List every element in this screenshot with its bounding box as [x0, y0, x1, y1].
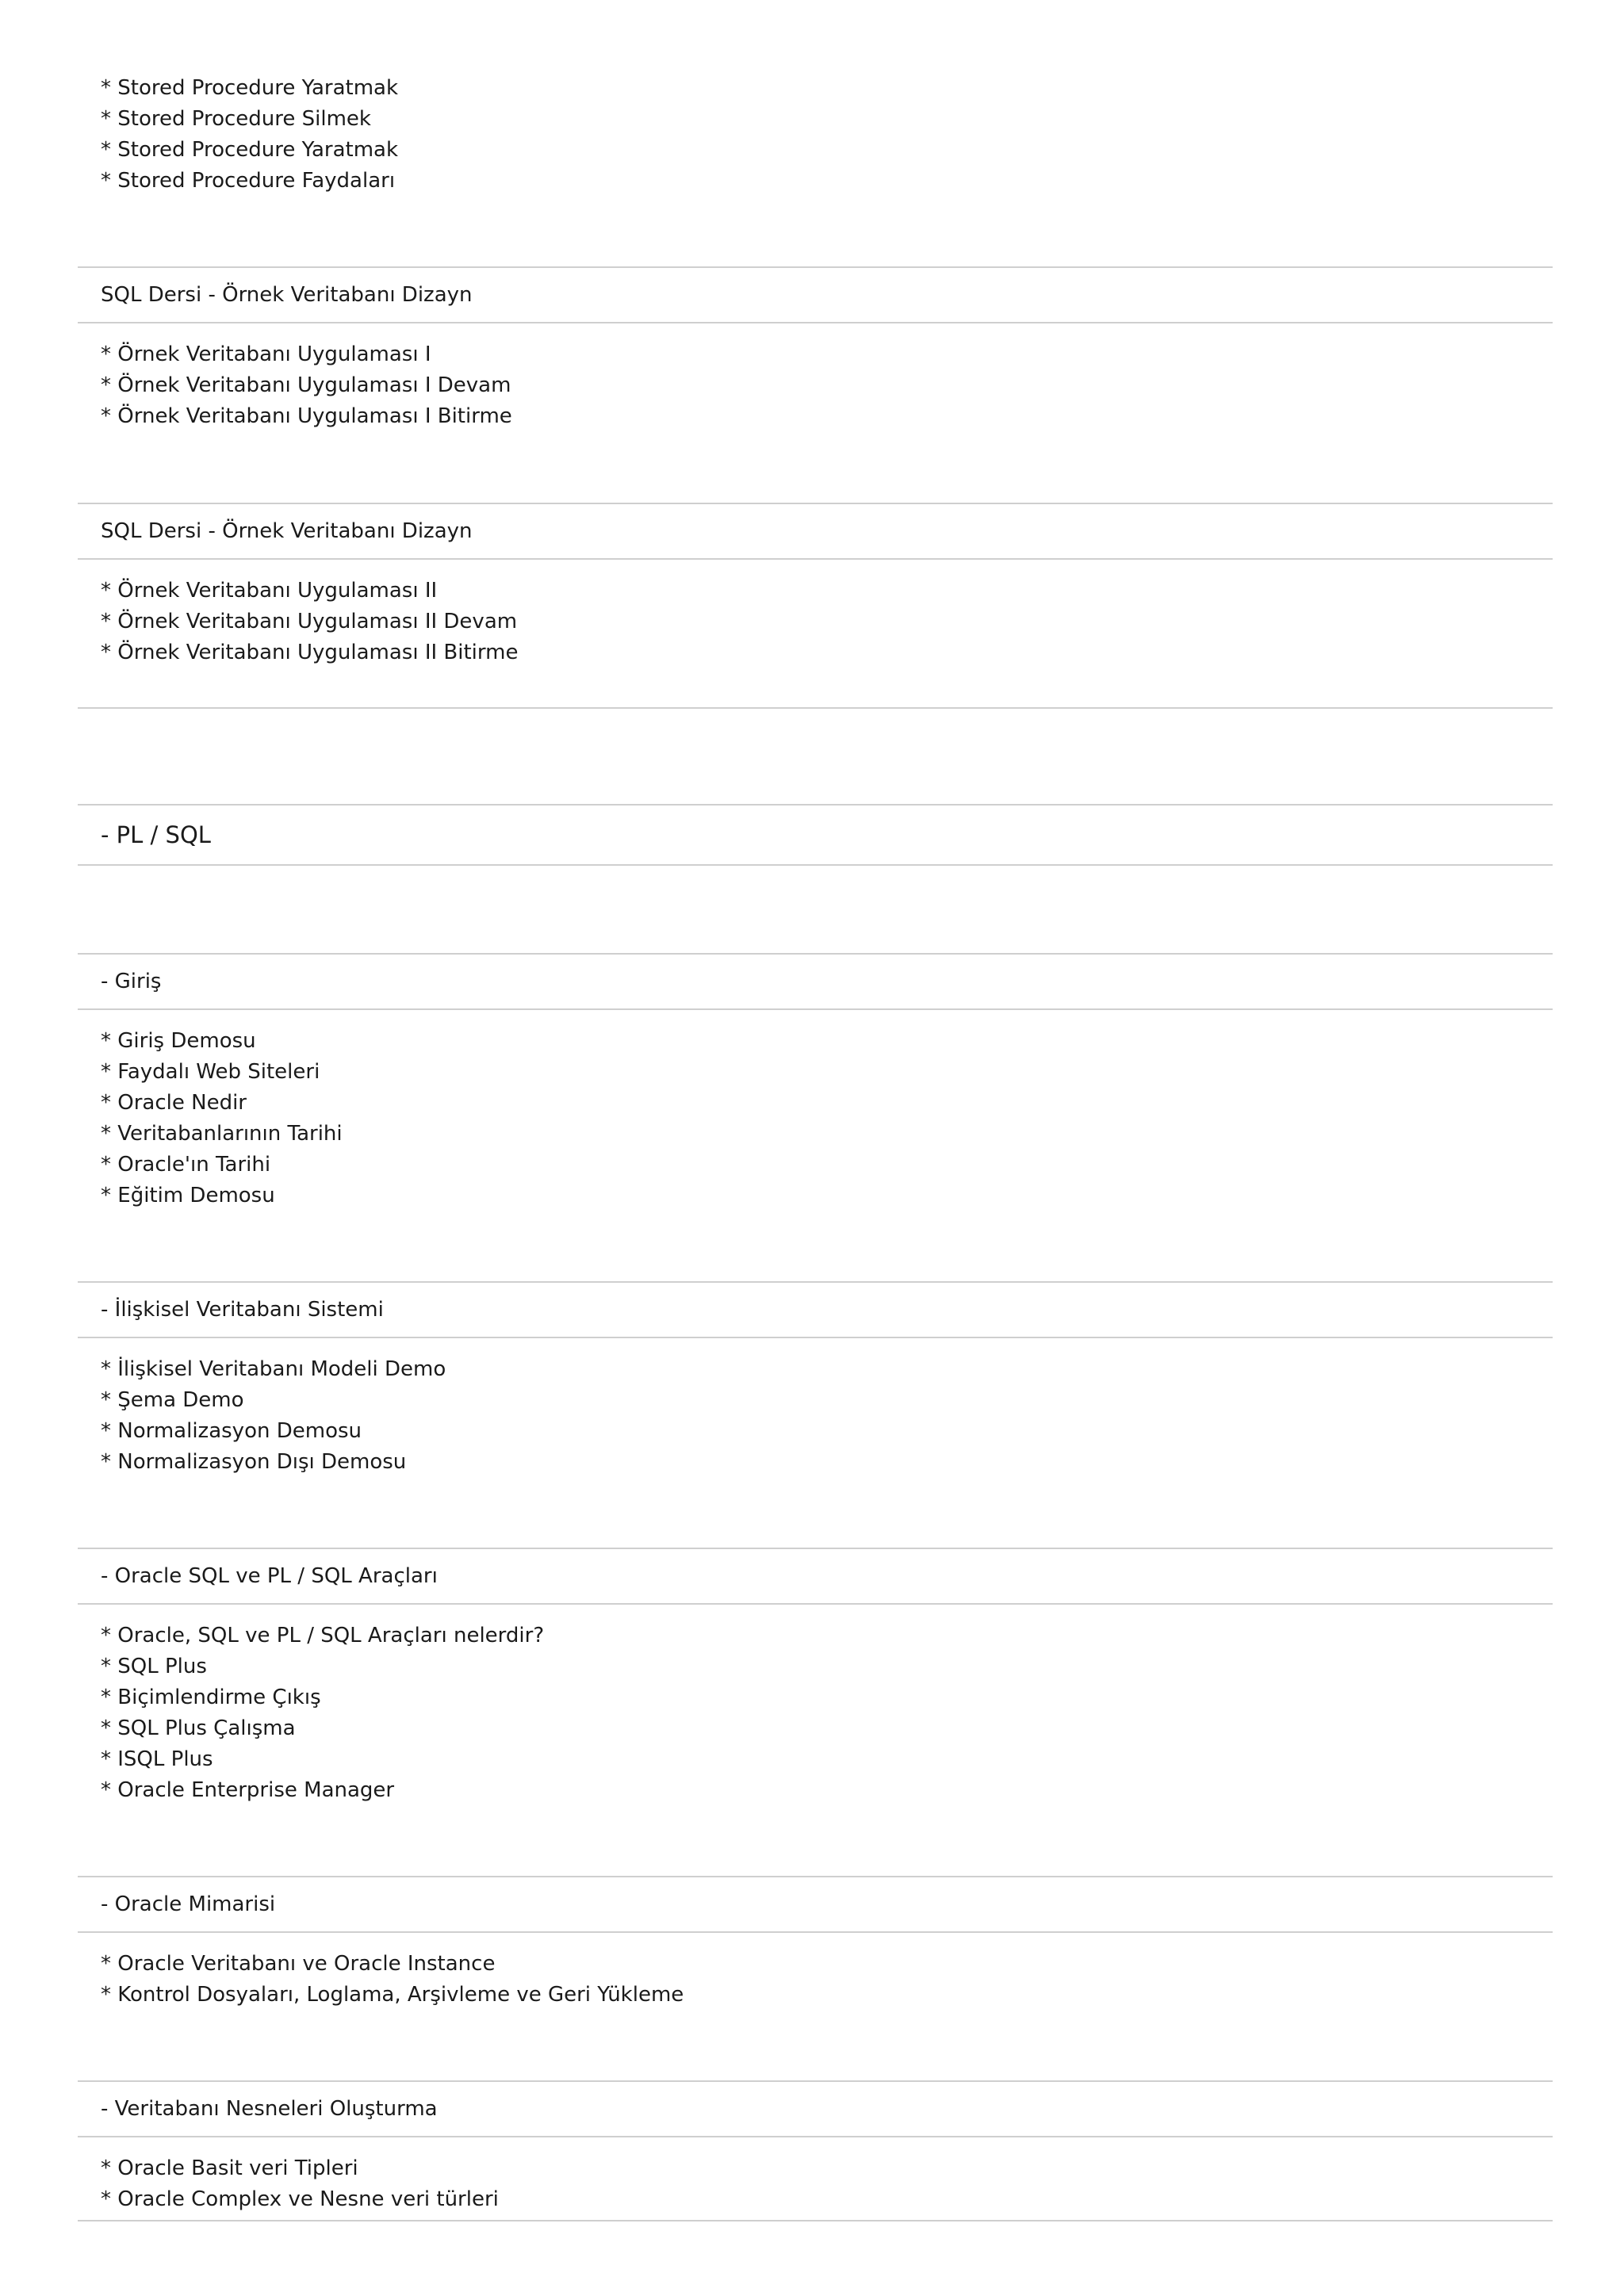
list-item: * Stored Procedure Silmek [101, 107, 371, 131]
list-item: * Normalizasyon Dışı Demosu [101, 1450, 407, 1474]
list-item: * Örnek Veritabanı Uygulaması I Devam [101, 373, 511, 397]
list-item: * Stored Procedure Faydaları [101, 169, 396, 193]
section-heading-text: - İlişkisel Veritabanı Sistemi [101, 1298, 384, 1322]
list-item: * Oracle Complex ve Nesne veri türleri [101, 2187, 499, 2211]
section-heading [78, 1876, 1553, 1933]
list-item: * Örnek Veritabanı Uygulaması II Bitirme [101, 641, 519, 664]
list-item: * SQL Plus Çalışma [101, 1716, 296, 1740]
section-heading-text: SQL Dersi - Örnek Veritabanı Dizayn [101, 283, 473, 307]
section-heading-text: - Giriş [101, 970, 162, 993]
section-heading [78, 2080, 1553, 2137]
list-item: * Veritabanlarının Tarihi [101, 1122, 343, 1146]
list-item: * Kontrol Dosyaları, Loglama, Arşivleme ve Geri Yükleme [101, 1983, 684, 2007]
section-list [78, 339, 1553, 432]
section-heading [78, 1281, 1553, 1338]
list-item: * Normalizasyon Demosu [101, 1419, 362, 1443]
list-item: * Oracle Basit veri Tipleri [101, 2156, 358, 2180]
list-item: * Örnek Veritabanı Uygulaması I [101, 342, 431, 366]
section-heading-text: SQL Dersi - Örnek Veritabanı Dizayn [101, 519, 473, 543]
section-heading [78, 1548, 1553, 1605]
list-item: * Giriş Demosu [101, 1029, 256, 1053]
list-item: * Stored Procedure Yaratmak [101, 138, 399, 162]
section-list [78, 1621, 1553, 1806]
section-heading [78, 503, 1553, 560]
top-list [78, 73, 1553, 197]
section-heading-text: - Oracle Mimarisi [101, 1892, 276, 1916]
section-list [78, 1026, 1553, 1211]
divider [78, 2220, 1553, 2221]
list-item: * Oracle'ın Tarihi [101, 1153, 271, 1177]
list-item: * Biçimlendirme Çıkış [101, 1686, 321, 1709]
section-heading [78, 266, 1553, 323]
list-item: * Oracle Nedir [101, 1091, 247, 1115]
list-item: * Eğitim Demosu [101, 1184, 275, 1207]
list-item: * Örnek Veritabanı Uygulaması I Bitirme [101, 404, 512, 428]
list-item: * Oracle Enterprise Manager [101, 1778, 395, 1802]
section-list [78, 1354, 1553, 1478]
section-list [78, 1949, 1553, 2011]
section-list [78, 2153, 1553, 2215]
list-item: * İlişkisel Veritabanı Modeli Demo [101, 1357, 446, 1381]
list-item: * SQL Plus [101, 1655, 207, 1678]
list-item: * Örnek Veritabanı Uygulaması II Devam [101, 610, 518, 633]
list-item: * Oracle Veritabanı ve Oracle Instance [101, 1952, 496, 1976]
list-item: * ISQL Plus [101, 1747, 213, 1771]
section-heading-text: - Oracle SQL ve PL / SQL Araçları [101, 1564, 438, 1588]
list-item: * Örnek Veritabanı Uygulaması II [101, 579, 438, 603]
list-item: * Oracle, SQL ve PL / SQL Araçları nelerdir? [101, 1624, 545, 1647]
section-heading-text: - Veritabanı Nesneleri Oluşturma [101, 2097, 438, 2121]
section-heading-text: - PL / SQL [101, 821, 211, 848]
list-item: * Stored Procedure Yaratmak [101, 76, 399, 100]
list-item: * Şema Demo [101, 1388, 244, 1412]
section-heading [78, 804, 1553, 866]
divider [78, 707, 1553, 709]
section-list [78, 576, 1553, 668]
section-heading [78, 953, 1553, 1010]
list-item: * Faydalı Web Siteleri [101, 1060, 320, 1084]
